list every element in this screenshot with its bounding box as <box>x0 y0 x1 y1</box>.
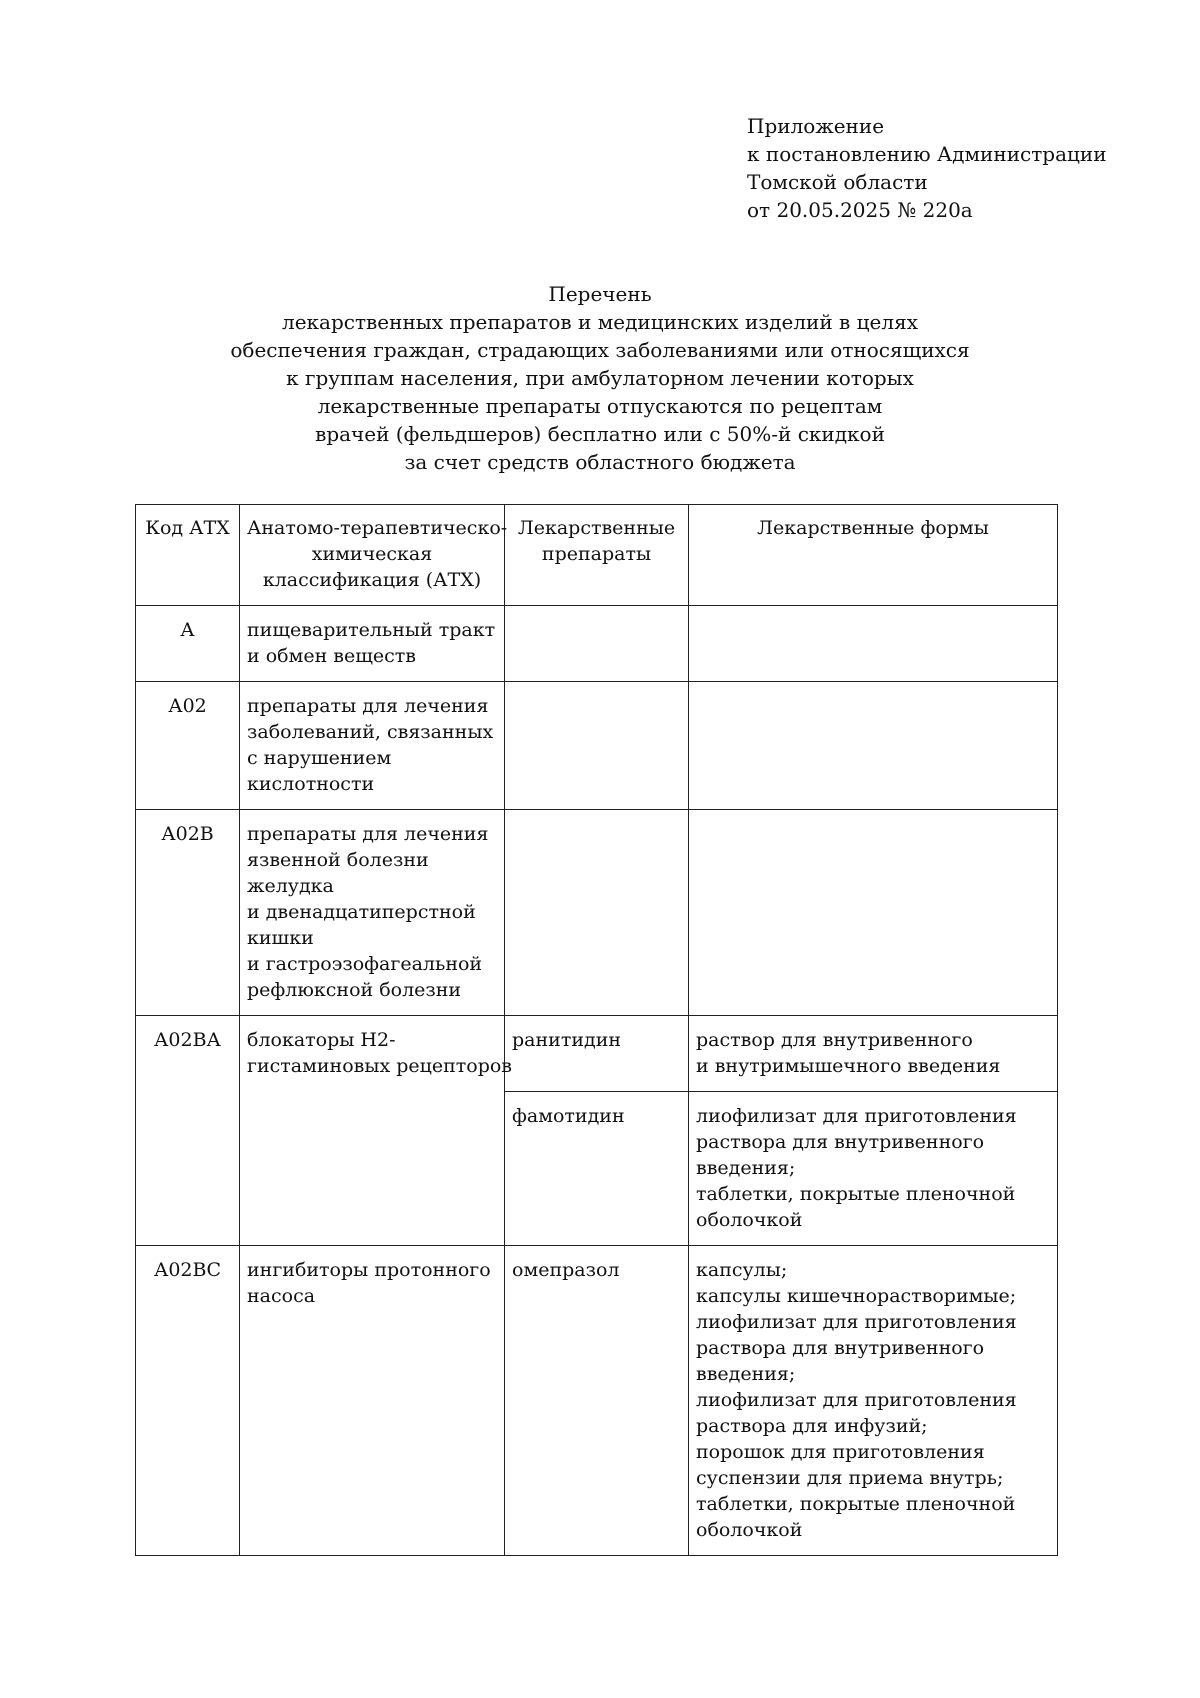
document-title <box>0 280 1200 476</box>
cell-classification <box>240 606 505 682</box>
cell-forms <box>689 606 1058 682</box>
drug-list-table <box>135 504 1058 1556</box>
title-line: за счет средств областного бюджета <box>404 450 796 474</box>
cell-line: лиофилизат для приготовления <box>696 1311 1017 1333</box>
cell-line: препараты для лечения <box>247 823 489 845</box>
cell-forms <box>689 1092 1058 1246</box>
cell-line: с нарушением <box>247 747 392 769</box>
table-row <box>136 810 1058 1016</box>
cell-line: и обмен веществ <box>247 645 417 667</box>
cell-line: раствора для внутривенного <box>696 1131 985 1153</box>
cell-line: насоса <box>247 1285 316 1307</box>
cell-line: желудка <box>247 875 334 897</box>
cell-line: раствор для внутривенного <box>696 1029 973 1051</box>
table-row <box>136 682 1058 810</box>
appendix-line: Приложение <box>747 114 885 138</box>
cell-line: раствора для внутривенного <box>696 1337 985 1359</box>
appendix-line: от 20.05.2025 № 220а <box>747 198 973 222</box>
header-line: препараты <box>541 543 652 565</box>
cell-classification <box>240 1246 505 1556</box>
cell-line: гистаминовых рецепторов <box>247 1055 512 1077</box>
cell-forms <box>689 1246 1058 1556</box>
cell-classification <box>240 810 505 1016</box>
cell-code: А02В <box>136 810 240 1016</box>
cell-line: и двенадцатиперстной <box>247 901 476 923</box>
cell-line: пищеварительный тракт <box>247 619 496 641</box>
cell-classification <box>240 682 505 810</box>
cell-line: блокаторы Н2- <box>247 1029 396 1051</box>
cell-line: введения; <box>696 1363 796 1385</box>
cell-drug: ранитидин <box>505 1016 689 1092</box>
header-line: Лекарственные формы <box>757 517 989 539</box>
cell-forms <box>689 1016 1058 1092</box>
cell-line: порошок для приготовления <box>696 1441 985 1463</box>
cell-line: таблетки, покрытые пленочной <box>696 1493 1016 1515</box>
appendix-header <box>747 112 1107 224</box>
cell-line: язвенной болезни <box>247 849 429 871</box>
table-header-row <box>136 505 1058 606</box>
cell-line: введения; <box>696 1157 796 1179</box>
cell-line: оболочкой <box>696 1209 803 1231</box>
cell-line: кишки <box>247 927 314 949</box>
header-line: классификация (АТХ) <box>262 569 482 591</box>
header-code <box>136 505 240 606</box>
header-forms <box>689 505 1058 606</box>
cell-drug: омепразол <box>505 1246 689 1556</box>
cell-line: кислотности <box>247 773 375 795</box>
cell-line: таблетки, покрытые пленочной <box>696 1183 1016 1205</box>
cell-forms <box>689 682 1058 810</box>
cell-drug: фамотидин <box>505 1092 689 1246</box>
title-line: врачей (фельдшеров) бесплатно или с 50%-й скидкой <box>315 422 885 446</box>
cell-line: ингибиторы протонного <box>247 1259 491 1281</box>
cell-line: и внутримышечного введения <box>696 1055 1001 1077</box>
cell-code: А02ВС <box>136 1246 240 1556</box>
title-line: лекарственные препараты отпускаются по рецептам <box>317 394 883 418</box>
header-line: химическая <box>311 543 433 565</box>
title-line: к группам населения, при амбулаторном лечении которых <box>286 366 914 390</box>
title-line: обеспечения граждан, страдающих заболеваниями или относящихся <box>230 338 970 362</box>
cell-line: препараты для лечения <box>247 695 489 717</box>
header-classification <box>240 505 508 606</box>
header-line: Анатомо-терапевтическо- <box>247 517 508 539</box>
cell-forms <box>689 810 1058 1016</box>
cell-line: суспензии для приема внутрь; <box>696 1467 1004 1489</box>
cell-line: капсулы; <box>696 1259 788 1281</box>
header-line: Код АТХ <box>145 517 230 539</box>
table-row <box>136 1016 1058 1092</box>
cell-drug <box>505 606 689 682</box>
cell-classification <box>240 1016 512 1246</box>
cell-drug <box>505 810 689 1016</box>
title-line: лекарственных препаратов и медицинских изделий в целях <box>282 310 918 334</box>
title-line: Перечень <box>548 282 652 306</box>
appendix-line: Томской области <box>747 170 928 194</box>
cell-code: А02 <box>136 682 240 810</box>
cell-line: и гастроэзофагеальной <box>247 953 483 975</box>
appendix-line: к постановлению Администрации <box>747 142 1107 166</box>
cell-line: раствора для инфузий; <box>696 1415 928 1437</box>
cell-code: А02ВА <box>136 1016 240 1246</box>
table-row <box>136 606 1058 682</box>
table-row <box>136 1246 1058 1556</box>
cell-line: оболочкой <box>696 1519 803 1541</box>
header-line: Лекарственные <box>517 517 676 539</box>
cell-line: капсулы кишечнорастворимые; <box>696 1285 1017 1307</box>
cell-line: лиофилизат для приготовления <box>696 1389 1017 1411</box>
header-drugs <box>505 505 689 606</box>
cell-line: лиофилизат для приготовления <box>696 1105 1017 1127</box>
cell-drug <box>505 682 689 810</box>
cell-code: А <box>136 606 240 682</box>
cell-line: рефлюксной болезни <box>247 979 462 1001</box>
cell-line: заболеваний, связанных <box>247 721 494 743</box>
